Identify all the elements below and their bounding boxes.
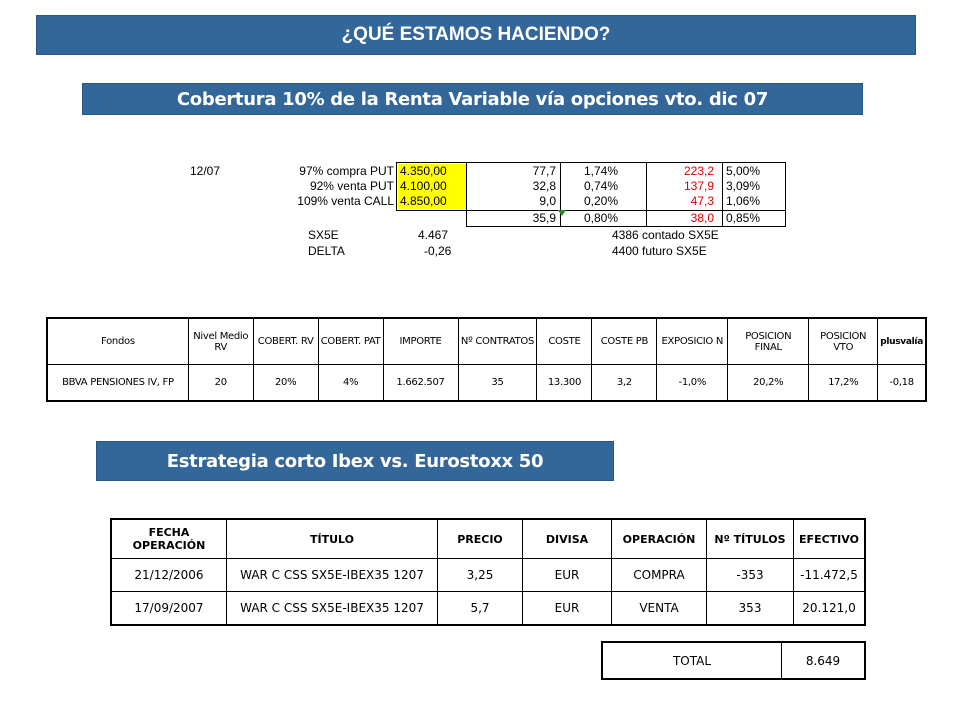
table-cell: EUR xyxy=(523,559,612,592)
option-pct: 0,74% xyxy=(583,179,618,193)
col-header: EXPOSICIO N xyxy=(657,318,728,365)
col-header: EFECTIVO xyxy=(794,519,866,559)
page-title: ¿QUÉ ESTAMOS HACIENDO? xyxy=(36,15,916,55)
option-prima-total: 35,9 xyxy=(532,211,556,225)
option-pct2: 3,09% xyxy=(726,179,761,193)
col-header: OPERACIÓN xyxy=(612,519,707,559)
option-pct: 0,20% xyxy=(583,194,618,208)
option-prima: 32,8 xyxy=(532,179,556,193)
table-cell: VENTA xyxy=(612,592,707,626)
option-prima: 9,0 xyxy=(539,194,556,208)
options-grid xyxy=(186,160,786,260)
option-pct2: 1,06% xyxy=(726,194,761,208)
col-header: POSICION VTO xyxy=(809,318,878,365)
option-label: 109% venta CALL xyxy=(297,194,394,208)
table-cell: -353 xyxy=(707,559,794,592)
table-cell: 21/12/2006 xyxy=(111,559,227,592)
col-header: FECHA OPERACIÓN xyxy=(111,519,227,559)
option-pct-total: 0,80% xyxy=(583,211,618,225)
table-cell: 1.662.507 xyxy=(383,365,458,402)
option-strike: 4.100,00 xyxy=(398,179,466,194)
total-value: 8.649 xyxy=(782,642,866,679)
table-cell: 20.121,0 xyxy=(794,592,866,626)
table-row xyxy=(111,559,865,592)
delta-value: -0,26 xyxy=(424,244,452,258)
table-cell: EUR xyxy=(523,592,612,626)
col-header: TÍTULO xyxy=(227,519,438,559)
option-value: 137,9 xyxy=(683,179,714,193)
col-header: POSICION FINAL xyxy=(728,318,809,365)
option-value: 223,2 xyxy=(683,164,714,178)
futuro-note: 4400 futuro SX5E xyxy=(612,244,707,258)
col-header: Fondos xyxy=(47,318,188,365)
option-label: 92% venta PUT xyxy=(309,179,394,193)
option-pct: 1,74% xyxy=(583,164,618,178)
option-label: 97% compra PUT xyxy=(299,164,394,178)
col-header: Nº TÍTULOS xyxy=(707,519,794,559)
cobertura-banner: Cobertura 10% de la Renta Variable vía opciones vto. dic 07 xyxy=(82,83,863,115)
table-cell: 13.300 xyxy=(537,365,592,402)
option-prima: 77,7 xyxy=(532,164,556,178)
comment-marker-icon xyxy=(558,210,566,216)
col-header: DIVISA xyxy=(523,519,612,559)
table-cell: 20% xyxy=(253,365,318,402)
option-value-total: 38,0 xyxy=(690,211,714,225)
fund-name: BBVA PENSIONES IV, FP xyxy=(47,365,188,402)
option-pct2: 5,00% xyxy=(726,164,761,178)
col-header: Nº CONTRATOS xyxy=(458,318,537,365)
table-cell: -11.472,5 xyxy=(794,559,866,592)
col-header: plusvalía xyxy=(878,318,926,365)
funds-table xyxy=(46,317,927,402)
table-cell: 3,25 xyxy=(438,559,523,592)
table-cell: COMPRA xyxy=(612,559,707,592)
col-header: Nivel Medio RV xyxy=(188,318,253,365)
total-row xyxy=(602,642,865,679)
option-strike: 4.850,00 xyxy=(398,194,466,209)
strategy-header-row xyxy=(111,519,865,559)
table-cell: WAR C CSS SX5E-IBEX35 1207 xyxy=(227,592,438,626)
contado-note: 4386 contado SX5E xyxy=(612,228,719,242)
table-cell: 17/09/2007 xyxy=(111,592,227,626)
estrategia-banner: Estrategia corto Ibex vs. Eurostoxx 50 xyxy=(96,441,614,481)
table-cell: 5,7 xyxy=(438,592,523,626)
sx5e-value: 4.467 xyxy=(418,228,449,242)
total-table xyxy=(601,641,866,680)
table-row xyxy=(111,592,865,626)
col-header: COSTE PB xyxy=(592,318,657,365)
col-header: COBERT. RV xyxy=(253,318,318,365)
table-cell: WAR C CSS SX5E-IBEX35 1207 xyxy=(227,559,438,592)
funds-header-row xyxy=(47,318,926,365)
table-cell: 353 xyxy=(707,592,794,626)
table-cell: 17,2% xyxy=(809,365,878,402)
table-row xyxy=(47,365,926,402)
table-cell: 35 xyxy=(458,365,537,402)
sx5e-label: SX5E xyxy=(308,228,339,242)
col-header: COBERT. PAT xyxy=(318,318,383,365)
delta-label: DELTA xyxy=(308,244,345,258)
table-cell: 3,2 xyxy=(592,365,657,402)
strategy-table xyxy=(110,518,866,626)
col-header: PRECIO xyxy=(438,519,523,559)
option-strike: 4.350,00 xyxy=(398,164,466,179)
total-label: TOTAL xyxy=(602,642,782,679)
options-date: 12/07 xyxy=(190,164,221,178)
table-cell: -1,0% xyxy=(657,365,728,402)
table-cell: 20,2% xyxy=(728,365,809,402)
table-cell: 20 xyxy=(188,365,253,402)
col-header: COSTE xyxy=(537,318,592,365)
option-pct2-total: 0,85% xyxy=(726,211,761,225)
option-value: 47,3 xyxy=(690,194,714,208)
table-cell: -0,18 xyxy=(878,365,926,402)
table-cell: 4% xyxy=(318,365,383,402)
col-header: IMPORTE xyxy=(383,318,458,365)
